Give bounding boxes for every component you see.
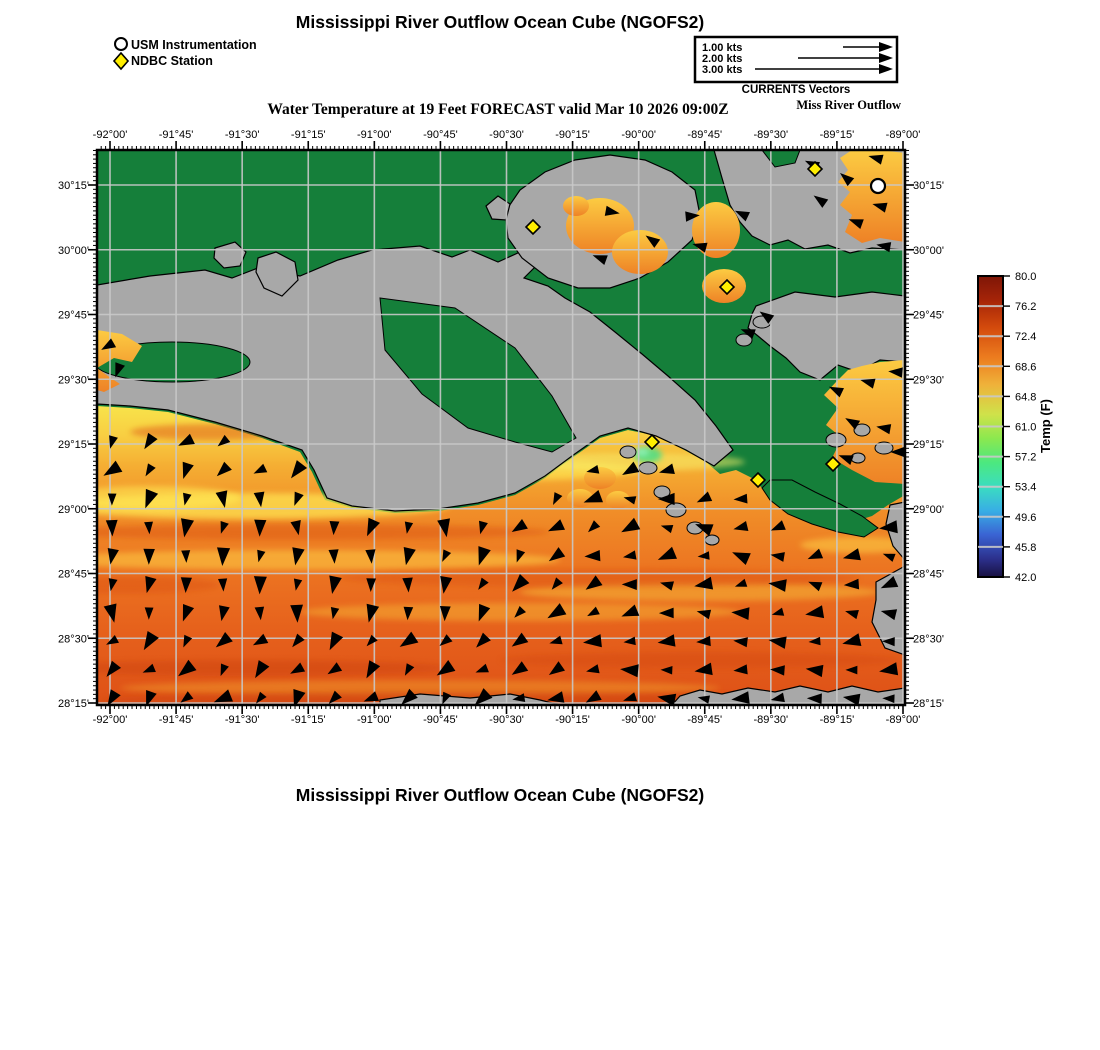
y-tick-label: 28°45': [58, 568, 89, 581]
marsh-islet: [826, 433, 846, 447]
x-tick-label: -91°45': [158, 714, 194, 726]
y-tick-label: 30°15': [913, 180, 944, 192]
x-tick-label: -92°00': [92, 129, 128, 141]
x-tick-label: -90°30': [489, 714, 524, 726]
colorbar-tick-label: 61.0: [1015, 421, 1037, 434]
x-tick-label: -90°45': [423, 714, 458, 726]
colorbar-tick-label: 53.4: [1015, 481, 1037, 494]
x-tick-label: -89°45': [687, 714, 723, 726]
y-tick-label: 28°15': [913, 698, 944, 710]
y-tick-label: 29°45': [58, 309, 89, 322]
coastal-water-patch: [584, 467, 616, 489]
x-tick-label: -91°30': [224, 129, 260, 141]
currents-caption: CURRENTS Vectors: [741, 84, 851, 96]
ndbc-diamond-icon: [114, 53, 128, 69]
y-tick-label: 28°30': [913, 633, 944, 646]
x-tick-label: -90°15': [555, 714, 590, 726]
region-label: Miss River Outflow: [796, 98, 901, 112]
x-tick-label: -89°30': [753, 129, 789, 141]
y-tick-label: 28°45': [913, 568, 944, 581]
x-tick-label: -89°15': [819, 714, 855, 726]
marsh-islet: [851, 453, 865, 463]
x-tick-label: -91°15': [290, 714, 326, 726]
ndbc-legend-label: NDBC Station: [131, 54, 213, 68]
marsh-islet: [705, 535, 719, 545]
y-tick-label: 29°00': [913, 503, 944, 516]
map-area: [20, 150, 920, 708]
x-tick-label: -91°30': [224, 714, 260, 726]
y-tick-label: 29°30': [58, 374, 89, 387]
y-tick-label: 28°30': [58, 633, 89, 646]
x-tick-label: -89°15': [819, 129, 855, 141]
footer-title: Mississippi River Outflow Ocean Cube (NGOFS2): [295, 785, 705, 805]
colorbar-label: Temp (F): [1038, 399, 1053, 453]
y-tick-label: 29°30': [913, 374, 944, 387]
marker-legend: [114, 38, 257, 69]
y-tick-label: 30°00': [913, 244, 944, 257]
y-tick-label: 29°00': [58, 503, 89, 516]
x-tick-label: -89°30': [753, 714, 789, 726]
x-tick-label: -91°45': [158, 129, 194, 141]
marsh-islet: [666, 503, 686, 517]
colorbar-tick-label: 42.0: [1015, 572, 1037, 584]
colorbar-tick-label: 57.2: [1015, 451, 1037, 464]
cold-plume-spot: [635, 448, 649, 456]
colorbar-tick-label: 45.8: [1015, 541, 1037, 554]
x-tick-label: -90°30': [489, 129, 524, 141]
colorbar-tick-label: 68.6: [1015, 361, 1037, 374]
x-tick-label: -89°00': [885, 714, 921, 726]
cool-band: [50, 524, 550, 540]
kts-1-label: 1.00 kts: [702, 42, 743, 54]
coastal-water-patch: [838, 150, 905, 243]
x-tick-label: -90°45': [423, 129, 458, 141]
colorbar-tick-label: 80.0: [1015, 271, 1037, 283]
x-tick-label: -92°00': [92, 714, 128, 726]
x-tick-label: -89°45': [687, 129, 723, 141]
x-tick-label: -89°00': [885, 129, 921, 141]
page-title: Mississippi River Outflow Ocean Cube (NGOFS2): [295, 12, 705, 32]
coastal-water-patch: [606, 491, 630, 509]
y-tick-label: 29°45': [913, 309, 944, 322]
forecast-subtitle: Water Temperature at 19 Feet FORECAST valid Mar 10 2026 09:00Z: [267, 101, 729, 118]
coastal-water-patch: [612, 230, 668, 274]
y-tick-label: 29°15': [913, 439, 944, 451]
x-tick-label: -90°00': [621, 714, 656, 726]
y-tick-label: 30°15': [58, 180, 89, 192]
colorbar: [978, 271, 1036, 584]
usm-instrumentation-marker: [871, 179, 885, 193]
colorbar-tick-label: 76.2: [1015, 301, 1037, 314]
marsh-islet: [620, 446, 636, 458]
y-tick-label: 30°00': [58, 244, 89, 257]
kts-3-label: 3.00 kts: [702, 64, 743, 76]
colorbar-tick-label: 49.6: [1015, 511, 1037, 524]
currents-vector-legend: [695, 37, 897, 96]
x-tick-label: -91°00': [357, 129, 392, 141]
x-tick-label: -91°00': [357, 714, 392, 726]
y-tick-label: 29°15': [58, 439, 89, 451]
y-tick-label: 28°15': [58, 698, 89, 710]
x-tick-label: -90°00': [621, 129, 656, 141]
x-tick-label: -90°15': [555, 129, 590, 141]
colorbar-tick-label: 64.8: [1015, 391, 1037, 404]
marsh-islet: [639, 462, 657, 474]
coastal-water-patch: [563, 196, 589, 216]
x-tick-label: -91°15': [290, 129, 326, 141]
kts-2-label: 2.00 kts: [702, 53, 743, 65]
usm-legend-label: USM Instrumentation: [131, 38, 257, 52]
usm-circle-icon: [115, 38, 127, 50]
colorbar-tick-label: 72.4: [1015, 331, 1037, 344]
